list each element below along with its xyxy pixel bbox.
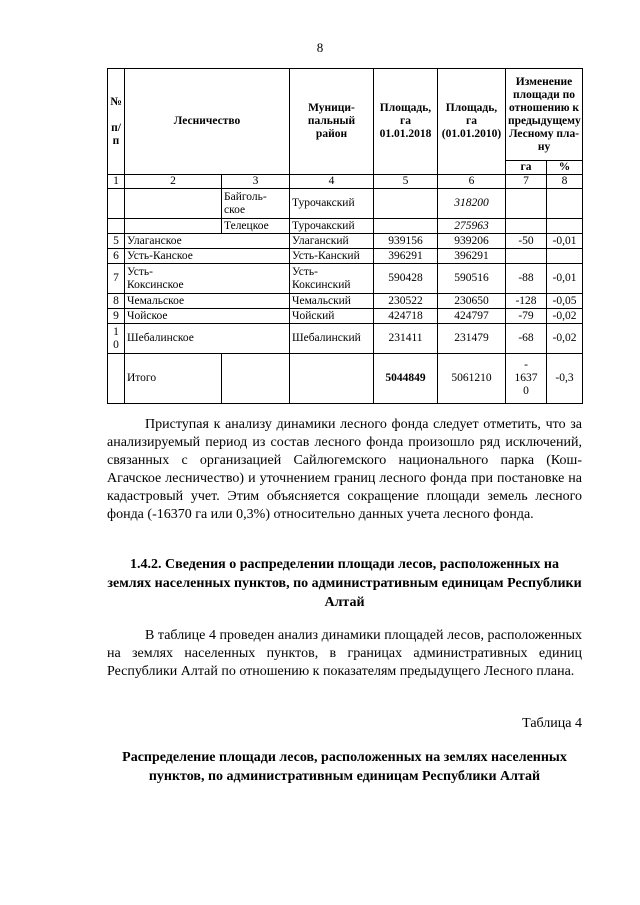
area2010-cell: 275963 — [438, 219, 506, 234]
sub-forestry-cell: Телецкое — [222, 219, 290, 234]
district-cell: Усть-Канский — [290, 249, 374, 264]
intro-text: В таблице 4 проведен анализ динамики площадей лесов, расположенных на землях населенных пунктов, в границах административных единиц Республики Алтай по отношению к показателям предыдущего Лесного плана. — [107, 628, 582, 679]
district-cell: Усть- Коксинский — [290, 264, 374, 294]
area2018-cell: 396291 — [374, 249, 438, 264]
forest-area-table — [107, 68, 583, 404]
change-pct-cell: -0,01 — [547, 234, 583, 249]
header-forestry: Лесничество — [125, 69, 290, 175]
forestry-cell: Усть-Канское — [125, 249, 290, 264]
table-label: Таблица 4 — [522, 716, 582, 731]
forestry-cell: Шебалинское — [125, 324, 290, 354]
table-row — [108, 234, 583, 249]
header-change: Изменение площади по отношению к предыдущему Лесному пла- ну — [506, 69, 583, 161]
total-area2010: 5061210 — [438, 354, 506, 404]
change-pct-cell: -0,02 — [547, 309, 583, 324]
index-row — [108, 175, 583, 189]
change-ha-cell: -68 — [506, 324, 547, 354]
forestry-cell: Чемальское — [125, 294, 290, 309]
area2018-cell: 590428 — [374, 264, 438, 294]
index-cell: 1 — [108, 175, 125, 189]
change-pct-cell: -0,01 — [547, 264, 583, 294]
change-pct-cell: -0,05 — [547, 294, 583, 309]
index-cell: 5 — [374, 175, 438, 189]
district-cell: Чемальский — [290, 294, 374, 309]
header-area-2010: Площадь, га (01.01.2010) — [438, 69, 506, 175]
index-cell: 3 — [222, 175, 290, 189]
num-cell: 1 0 — [108, 324, 125, 354]
index-cell: 4 — [290, 175, 374, 189]
table-row — [108, 249, 583, 264]
num-cell: 9 — [108, 309, 125, 324]
area2018-cell: 939156 — [374, 234, 438, 249]
sub-forestry-cell: Байголь- ское — [222, 189, 290, 219]
header-pct: % — [547, 161, 583, 175]
area2018-cell: 231411 — [374, 324, 438, 354]
total-row — [108, 354, 583, 404]
table4-title: Распределение площади лесов, расположенных на землях населенных пунктов, по административным единицам Республики Алтай — [122, 750, 567, 784]
index-cell: 8 — [547, 175, 583, 189]
table-row — [108, 324, 583, 354]
analysis-paragraph — [107, 416, 582, 524]
district-cell: Улаганский — [290, 234, 374, 249]
total-area2018: 5044849 — [374, 354, 438, 404]
forestry-cell: Усть- Коксинское — [125, 264, 290, 294]
area2010-cell: 318200 — [438, 189, 506, 219]
table-row — [108, 219, 583, 234]
forestry-cell: Улаганское — [125, 234, 290, 249]
district-cell: Турочакский — [290, 189, 374, 219]
change-pct-cell: -0,02 — [547, 324, 583, 354]
area2010-cell: 231479 — [438, 324, 506, 354]
num-cell: 5 — [108, 234, 125, 249]
num-cell: 7 — [108, 264, 125, 294]
area2018-cell: 424718 — [374, 309, 438, 324]
analysis-text: Приступая к анализу динамики лесного фонда следует отметить, что за анализируемый период из состав лесного фонда произошло ряд исключений, связанных с организацией Сайлюгемского национального парка (Кош-Агачское лесничество) и уточнением границ лесного фонда при постановке на кадастровый учет. Этим объясняется сокращение площади земель лесного фонда (-16370 га или 0,3%) относительно данных учета лесного фонда. — [107, 417, 582, 522]
area2010-cell: 590516 — [438, 264, 506, 294]
area2010-cell: 939206 — [438, 234, 506, 249]
table-row — [108, 189, 583, 219]
change-pct-cell — [547, 249, 583, 264]
district-cell: Турочакский — [290, 219, 374, 234]
change-ha-cell — [506, 249, 547, 264]
district-cell: Шебалинский — [290, 324, 374, 354]
header-area-2018: Площадь, га 01.01.2018 — [374, 69, 438, 175]
area2010-cell: 230650 — [438, 294, 506, 309]
header-ha: га — [506, 161, 547, 175]
page-number: 8 — [316, 40, 324, 55]
header-district: Муници- пальный район — [290, 69, 374, 175]
total-change-ha: - 1637 0 — [506, 354, 547, 404]
index-cell: 2 — [125, 175, 222, 189]
change-ha-cell: -88 — [506, 264, 547, 294]
section-heading: 1.4.2. Сведения о распределении площади лесов, расположенных на землях населенных пунктов, по административным единицам Республики Алтай — [107, 557, 582, 610]
num-cell: 6 — [108, 249, 125, 264]
table-row — [108, 309, 583, 324]
table-row — [108, 294, 583, 309]
index-cell: 7 — [506, 175, 547, 189]
total-change-pct: -0,3 — [547, 354, 583, 404]
header-num: № п/ п — [108, 69, 125, 175]
district-cell: Чойский — [290, 309, 374, 324]
area2018-cell: 230522 — [374, 294, 438, 309]
change-ha-cell: -128 — [506, 294, 547, 309]
change-ha-cell: -50 — [506, 234, 547, 249]
forestry-cell: Чойское — [125, 309, 290, 324]
intro-paragraph — [107, 627, 582, 681]
area2010-cell: 424797 — [438, 309, 506, 324]
change-ha-cell: -79 — [506, 309, 547, 324]
index-cell: 6 — [438, 175, 506, 189]
num-cell: 8 — [108, 294, 125, 309]
area2010-cell: 396291 — [438, 249, 506, 264]
table-row — [108, 264, 583, 294]
total-label: Итого — [125, 354, 222, 404]
